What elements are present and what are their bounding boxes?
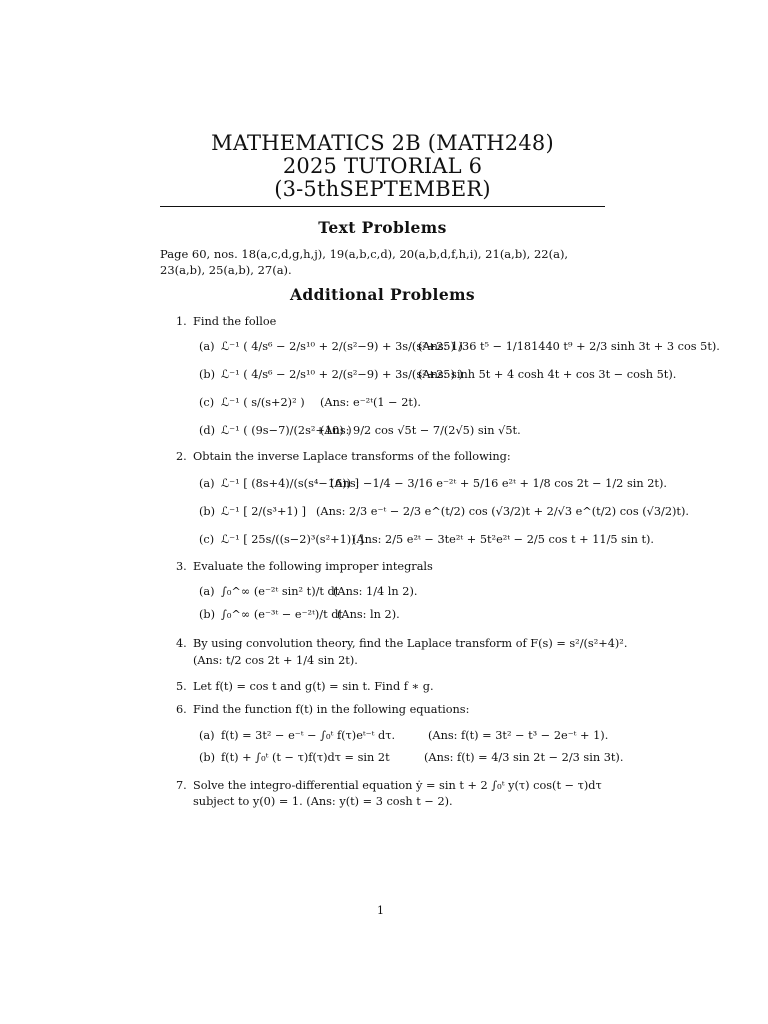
- problem-6-number: 6.: [176, 703, 187, 716]
- p1c-answer: (Ans: e⁻²ᵗ(1 − 2t).: [320, 396, 421, 409]
- p2c-expression: ℒ⁻¹ [ 25s/((s−2)³(s²+1)) ]: [221, 533, 364, 546]
- p6b-expression: f(t) + ∫₀ᵗ (t − τ)f(τ)dτ = sin 2t: [221, 751, 390, 764]
- problem-5-text: Let f(t) = cos t and g(t) = sin t. Find f ∗ g.: [193, 680, 434, 693]
- title-line-2: 2025 TUTORIAL 6: [282, 154, 483, 178]
- additional-problems-heading: Additional Problems: [289, 285, 476, 304]
- p1c-label: (c): [199, 396, 215, 409]
- p6a-answer: (Ans: f(t) = 3t² − t³ − 2e⁻ᵗ + 1).: [428, 729, 609, 742]
- problem-5-number: 5.: [176, 680, 187, 693]
- p2a-answer: (Ans: −1/4 − 3/16 e⁻²ᵗ + 5/16 e²ᵗ + 1/8 cos 2t − 1/2 sin 2t).: [330, 477, 667, 490]
- title-rule: [160, 206, 605, 207]
- p3b-answer: (Ans: ln 2).: [337, 608, 400, 621]
- p1d-label: (d): [199, 424, 216, 437]
- p1d-answer: (Ans: 9/2 cos √5t − 7/(2√5) sin √5t.: [320, 424, 521, 437]
- text-problems-heading: Text Problems: [318, 218, 447, 237]
- problem-4-text: By using convolution theory, find the Laplace transform of F(s) = s²/(s²+4)².: [193, 637, 628, 650]
- problem-2-text: Obtain the inverse Laplace transforms of the following:: [193, 450, 511, 463]
- p1a-label: (a): [199, 340, 215, 353]
- p3b-label: (b): [199, 608, 216, 621]
- page-number: 1: [377, 904, 384, 917]
- title-line-1: MATHEMATICS 2B (MATH248): [211, 131, 554, 155]
- p2b-answer: (Ans: 2/3 e⁻ᵗ − 2/3 e^(t/2) cos (√3/2)t + 2/√3 e^(t/2) cos (√3/2)t).: [316, 505, 689, 518]
- p6b-answer: (Ans: f(t) = 4/3 sin 2t − 2/3 sin 3t).: [424, 751, 624, 764]
- p3b-expression: ∫₀^∞ (e⁻³ᵗ − e⁻²ᵗ)/t dt: [221, 608, 343, 621]
- p2b-label: (b): [199, 505, 216, 518]
- p1c-expression: ℒ⁻¹ ( s/(s+2)² ): [221, 396, 305, 409]
- title-line-3: (3-5thSEPTEMBER): [274, 177, 491, 201]
- p1b-label: (b): [199, 368, 216, 381]
- p2a-label: (a): [199, 477, 215, 490]
- problem-3-number: 3.: [176, 560, 187, 573]
- p3a-expression: ∫₀^∞ (e⁻²ᵗ sin² t)/t dt: [221, 585, 340, 598]
- problem-2-number: 2.: [176, 450, 187, 463]
- problem-4-number: 4.: [176, 637, 187, 650]
- p1b-answer: (Ans: sinh 5t + 4 cosh 4t + cos 3t − cosh 5t).: [418, 368, 677, 381]
- problem-3-text: Evaluate the following improper integrals: [193, 560, 433, 573]
- p3a-label: (a): [199, 585, 215, 598]
- p6a-expression: f(t) = 3t² − e⁻ᵗ − ∫₀ᵗ f(τ)eᵗ⁻ᵗ dτ.: [221, 729, 396, 742]
- problem-7-number: 7.: [176, 779, 187, 792]
- text-problems-body: Page 60, nos. 18(a,c,d,g,h,j), 19(a,b,c,d), 20(a,b,d,f,h,i), 21(a,b), 22(a), 23(a,b), 25(a,b), 27(a).: [160, 247, 569, 277]
- p1a-answer: (Ans: 1/36 t⁵ − 1/181440 t⁹ + 2/3 sinh 3t + 3 cos 5t).: [418, 340, 720, 353]
- p2c-answer: (Ans: 2/5 e²ᵗ − 3te²ᵗ + 5t²e²ᵗ − 2/5 cos t + 11/5 sin t).: [352, 533, 654, 546]
- p6b-label: (b): [199, 751, 216, 764]
- p3a-answer: (Ans: 1/4 ln 2).: [333, 585, 418, 598]
- p2b-expression: ℒ⁻¹ [ 2/(s³+1) ]: [221, 505, 307, 518]
- problem-7-text: Solve the integro-differential equation ẏ = sin t + 2 ∫₀ᵗ y(τ) cos(t − τ)dτ: [193, 779, 602, 792]
- problem-1-number: 1.: [176, 315, 187, 328]
- problem-4-answer: (Ans: t/2 cos 2t + 1/4 sin 2t).: [193, 654, 358, 667]
- problem-1-text: Find the folloe: [193, 315, 277, 328]
- p1d-expression: ℒ⁻¹ ( (9s−7)/(2s²+10) ): [221, 424, 352, 437]
- p1a-expression: ℒ⁻¹ ( 4/s⁶ − 2/s¹⁰ + 2/(s²−9) + 3s/(s²+25) ): [221, 340, 463, 353]
- p2a-expression: ℒ⁻¹ [ (8s+4)/(s(s⁴−16)) ]: [221, 477, 360, 490]
- p2c-label: (c): [199, 533, 215, 546]
- problem-7-text-continued: subject to y(0) = 1. (Ans: y(t) = 3 cosh t − 2).: [193, 795, 453, 808]
- p6a-label: (a): [199, 729, 215, 742]
- problem-6-text: Find the function f(t) in the following equations:: [193, 703, 470, 716]
- p1b-expression: ℒ⁻¹ ( 4/s⁶ − 2/s¹⁰ + 2/(s²−9) + 3s/(s²+25) ): [221, 368, 463, 381]
